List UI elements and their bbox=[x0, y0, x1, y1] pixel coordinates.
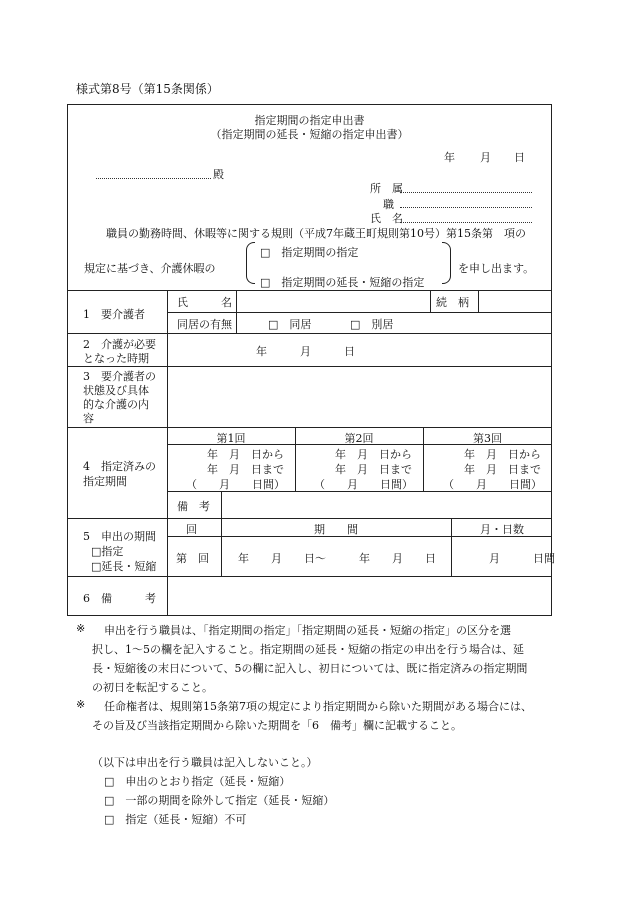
section5-extension-checkbox[interactable]: □延長・短縮 bbox=[91, 560, 157, 573]
period2-to[interactable]: 年 月 日まで bbox=[335, 463, 412, 476]
note2-line2: その旨及び当該指定期間から除いた期間を「6 備考」欄に記載すること。 bbox=[92, 719, 462, 732]
section6-top-line bbox=[67, 576, 552, 577]
section1-mid-line bbox=[167, 312, 552, 313]
name-field[interactable] bbox=[400, 222, 532, 223]
date-day-label: 日 bbox=[514, 151, 525, 164]
request-days[interactable]: 月 日間 bbox=[489, 552, 555, 565]
care-start-date[interactable]: 年 月 日 bbox=[256, 345, 355, 358]
section6-label: 6 備 考 bbox=[83, 592, 156, 605]
section3-label-line1: 3 要介護者の bbox=[83, 370, 156, 383]
request-round[interactable]: 第 回 bbox=[176, 552, 209, 565]
form-subtitle: （指定期間の延長・短縮の指定申出書） bbox=[210, 128, 409, 141]
date-year-label: 年 bbox=[444, 151, 455, 164]
affiliation-label: 所 属 bbox=[370, 182, 403, 195]
left-bracket bbox=[246, 242, 255, 284]
col-period-header: 期 間 bbox=[314, 523, 358, 536]
period3-days[interactable]: （ 月 日間） bbox=[443, 478, 542, 491]
office-use-intro: （以下は申出を行う職員は記入しないこと。） bbox=[92, 756, 318, 769]
relation-left-line bbox=[430, 290, 431, 312]
section2-label-line2: となった時期 bbox=[83, 352, 149, 365]
section5-top-line bbox=[67, 518, 552, 519]
section2-label-line1: 2 介護が必要 bbox=[83, 338, 156, 351]
period1-days[interactable]: （ 月 日間） bbox=[186, 478, 285, 491]
section5-label-line1: 5 申出の期間 bbox=[83, 530, 156, 543]
addressee-field[interactable] bbox=[96, 178, 211, 179]
cohabit-label: 同居の有無 bbox=[177, 318, 232, 331]
right-bracket bbox=[442, 242, 451, 284]
position-field[interactable] bbox=[400, 207, 532, 208]
office-option-as-requested[interactable]: □ 申出のとおり指定（延長・短縮） bbox=[104, 775, 291, 788]
section3-top-line bbox=[67, 366, 552, 367]
period3-to[interactable]: 年 月 日まで bbox=[464, 463, 541, 476]
col-round-header: 回 bbox=[186, 523, 197, 536]
note1-line4: の初日を転記すること。 bbox=[92, 681, 213, 694]
relation-right-line bbox=[478, 290, 479, 312]
form-number: 様式第8号（第15条関係） bbox=[76, 82, 219, 96]
body-text-line1: 職員の勤務時間、休暇等に関する規則（平成7年蔵王町規則第10号）第15条第 項の bbox=[106, 227, 526, 240]
patient-name-label: 氏 名 bbox=[177, 296, 232, 309]
patient-name-field[interactable] bbox=[240, 292, 428, 310]
relation-label: 続 柄 bbox=[436, 296, 469, 309]
body-text-end: を申し出ます。 bbox=[458, 262, 535, 275]
cohabit-value-line bbox=[236, 312, 237, 333]
section2-top-line bbox=[67, 333, 552, 334]
period3-heading: 第3回 bbox=[473, 432, 502, 445]
affiliation-field[interactable] bbox=[400, 192, 532, 193]
remarks-value-line bbox=[221, 491, 222, 518]
period1-heading: 第1回 bbox=[216, 432, 246, 445]
form-title: 指定期間の指定申出書 bbox=[254, 114, 365, 127]
label-column-line bbox=[167, 290, 168, 616]
name-label: 氏 名 bbox=[370, 212, 403, 225]
period1-to[interactable]: 年 月 日まで bbox=[207, 463, 284, 476]
section4-label-line1: 4 指定済みの bbox=[83, 460, 156, 473]
body-text-line2: 規定に基づき、介護休暇の bbox=[84, 262, 216, 275]
section4-remarks-label: 備 考 bbox=[177, 500, 210, 513]
period2-days[interactable]: （ 月 日間） bbox=[314, 478, 413, 491]
cohabit-yes-checkbox[interactable]: □ 同居 bbox=[268, 318, 312, 331]
option-designation[interactable]: □ 指定期間の指定 bbox=[260, 246, 359, 259]
office-option-partial[interactable]: □ 一部の期間を除外して指定（延長・短縮） bbox=[104, 794, 335, 807]
note1-line2: 択し、1～5の欄を記入すること。指定期間の延長・短縮の指定の申出を行う場合は、延 bbox=[92, 643, 524, 656]
care-details-field[interactable] bbox=[170, 369, 549, 424]
note2-mark: ※ bbox=[76, 698, 86, 711]
note2-line1: 任命権者は、規則第15条第7項の規定により指定期間から除いた期間がある場合には、 bbox=[104, 700, 532, 713]
name-value-line bbox=[236, 290, 237, 312]
office-option-rejected[interactable]: □ 指定（延長・短縮）不可 bbox=[104, 813, 247, 826]
table-top-line bbox=[67, 290, 552, 291]
period1-from[interactable]: 年 月 日から bbox=[207, 448, 284, 461]
section5-designation-checkbox[interactable]: □指定 bbox=[91, 545, 124, 558]
position-label: 職 bbox=[383, 198, 394, 211]
cohabit-no-checkbox[interactable]: □ 別居 bbox=[350, 318, 394, 331]
note1-line1: 申出を行う職員は、「指定期間の指定」「指定期間の延長・短縮の指定」の区分を選 bbox=[104, 624, 511, 637]
section1-label: 1 要介護者 bbox=[83, 308, 145, 321]
period2-heading: 第2回 bbox=[344, 432, 374, 445]
period2-from[interactable]: 年 月 日から bbox=[335, 448, 412, 461]
months-column-line bbox=[451, 518, 452, 576]
section4-top-line bbox=[67, 427, 552, 428]
period3-from[interactable]: 年 月 日から bbox=[464, 448, 541, 461]
section4-label-line2: 指定期間 bbox=[83, 475, 127, 488]
section6-remarks-field[interactable] bbox=[170, 579, 549, 613]
section3-label-line4: 容 bbox=[83, 412, 94, 425]
section3-label-line3: 的な介護の内 bbox=[83, 398, 149, 411]
addressee-suffix: 殿 bbox=[213, 168, 224, 181]
request-period[interactable]: 年 月 日～ 年 月 日 bbox=[238, 552, 436, 565]
note1-line3: 長・短縮後の末日について、5の欄に記入し、初日については、既に指定済みの指定期間 bbox=[92, 662, 528, 675]
relation-field[interactable] bbox=[482, 292, 548, 310]
section4-remarks-field[interactable] bbox=[225, 494, 548, 516]
date-month-label: 月 bbox=[480, 151, 491, 164]
section3-label-line2: 状態及び具体 bbox=[83, 384, 149, 397]
option-extension[interactable]: □ 指定期間の延長・短縮の指定 bbox=[260, 276, 425, 289]
note1-mark: ※ bbox=[76, 622, 86, 635]
col-months-header: 月・日数 bbox=[480, 523, 524, 536]
